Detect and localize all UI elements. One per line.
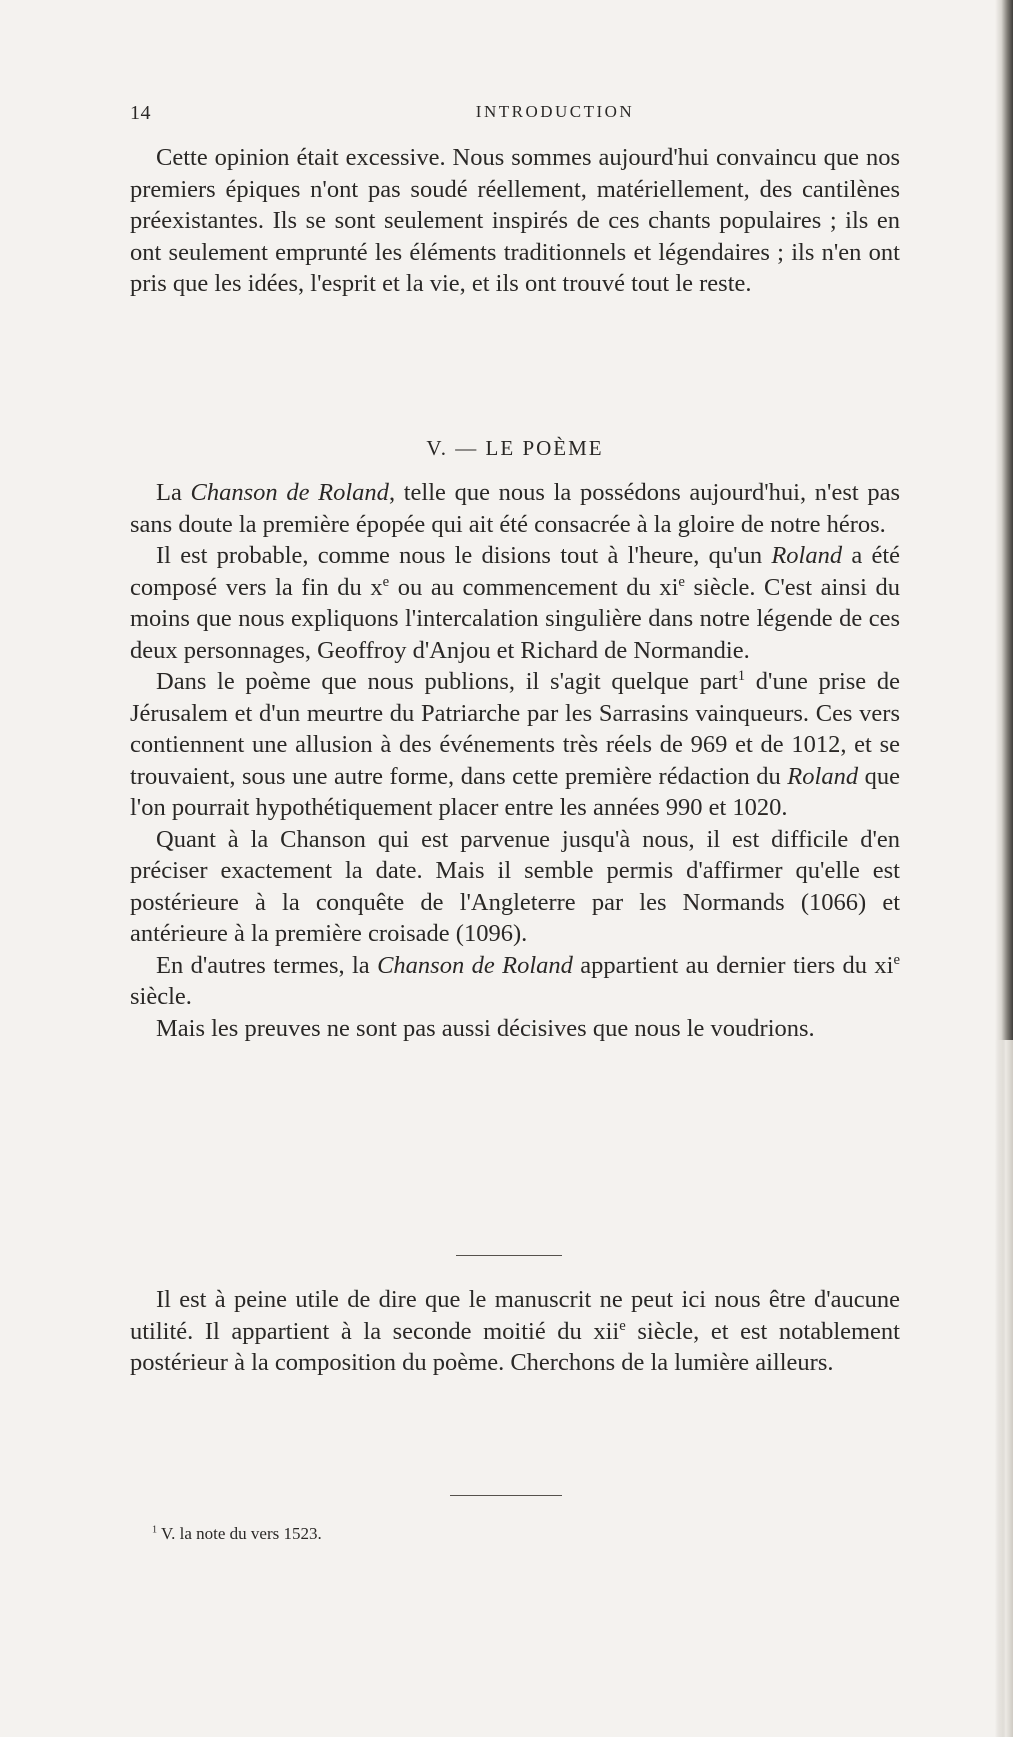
text-run: que l'on pourrait hypothétiquement placer entre les années 990 et 1020.	[130, 762, 900, 821]
paragraph	[130, 666, 900, 824]
closing-body	[130, 1284, 900, 1379]
section-body	[130, 477, 900, 1044]
superscript: e	[382, 573, 390, 590]
footnote-text: V. la note du vers 1523.	[157, 1524, 322, 1543]
work-title: Chanson de Roland	[377, 951, 573, 979]
text-run: Dans le poème que nous publions, il s'agit quelque part	[156, 668, 738, 695]
text-run: d'une prise de Jérusalem et d'un meurtre du Patriarche par les Sarrasins vainqueurs. Ces vers contiennent une allusion à des événements très réels de 969 et de 1012, et se trouvaient, sous une autre forme, dans cette première rédaction du	[130, 668, 900, 790]
opening-paragraph-block	[130, 142, 900, 300]
text-run: ou au commencement du xi	[389, 573, 679, 601]
paragraph	[130, 1284, 900, 1379]
text-run: siècle, et est notablement postérieur à la composition du poème. Cherchons de la lumière ailleurs.	[130, 1317, 900, 1376]
footnote-rule	[450, 1495, 562, 1496]
text-run: Il est à peine utile de dire que le manuscrit ne peut ici nous être d'aucune utilité. Il appartient à la seconde moitié du xii	[130, 1286, 900, 1345]
footnote-reference: 1	[737, 667, 746, 684]
section-heading: V. — LE POÈME	[426, 436, 604, 460]
paragraph	[130, 477, 900, 540]
paragraph: Mais les preuves ne sont pas aussi décisives que nous le voudrions.	[156, 1014, 815, 1042]
paragraph	[130, 540, 900, 666]
superscript: e	[678, 573, 685, 590]
text-run: appartient au dernier tiers du xi	[572, 951, 894, 979]
page-number: 14	[130, 102, 151, 124]
separator-rule	[456, 1255, 562, 1256]
text-run: a été composé vers la fin du x	[130, 542, 900, 601]
superscript: e	[893, 951, 900, 968]
text-run: siècle. C'est ainsi du moins que nous expliquons l'intercalation singulière dans notre légende de ces deux personnages, Geoffroy d'Anjou et Richard de Normandie.	[130, 573, 901, 664]
paragraph	[130, 950, 900, 1013]
work-title: Chanson de Roland	[190, 479, 389, 506]
footnote-marker: 1	[152, 1524, 158, 1536]
work-title: Roland	[787, 762, 859, 790]
superscript: e	[619, 1317, 626, 1334]
text-run: Il est probable, comme nous le disions tout à l'heure, qu'un	[156, 542, 772, 569]
running-header	[130, 102, 950, 128]
text-run: siècle.	[130, 983, 192, 1010]
footnote	[152, 1524, 322, 1544]
opening-paragraph: Cette opinion était excessive. Nous sommes aujourd'hui convaincu que nos premiers épiques n'ont pas soudé réellement, matériellement, des cantilènes préexistantes. Ils se sont seulement inspirés de ces chants populaires ; ils en ont seulement emprunté les éléments traditionnels et légendaires ; ils n'en ont pris que les idées, l'esprit et la vie, et ils ont trouvé tout le reste.	[130, 144, 900, 297]
work-title: Roland	[771, 542, 843, 569]
text-run: En d'autres termes, la	[156, 951, 378, 979]
paragraph: Quant à la Chanson qui est parvenue jusqu'à nous, il est difficile d'en préciser exactement la date. Mais il semble permis d'affirmer qu'elle est postérieure à la conquête de l'Angleterre par les Normands (1066) et antérieure à la première croisade (1096).	[130, 825, 900, 947]
text-run: , telle que nous la possédons aujourd'hui, n'est pas sans doute la première épopée qui ait été consacrée à la gloire de notre héros.	[130, 479, 901, 538]
running-title: INTRODUCTION	[475, 102, 635, 121]
page-edge-shadow-lower	[995, 1040, 1013, 1737]
text-run: La	[156, 479, 191, 506]
